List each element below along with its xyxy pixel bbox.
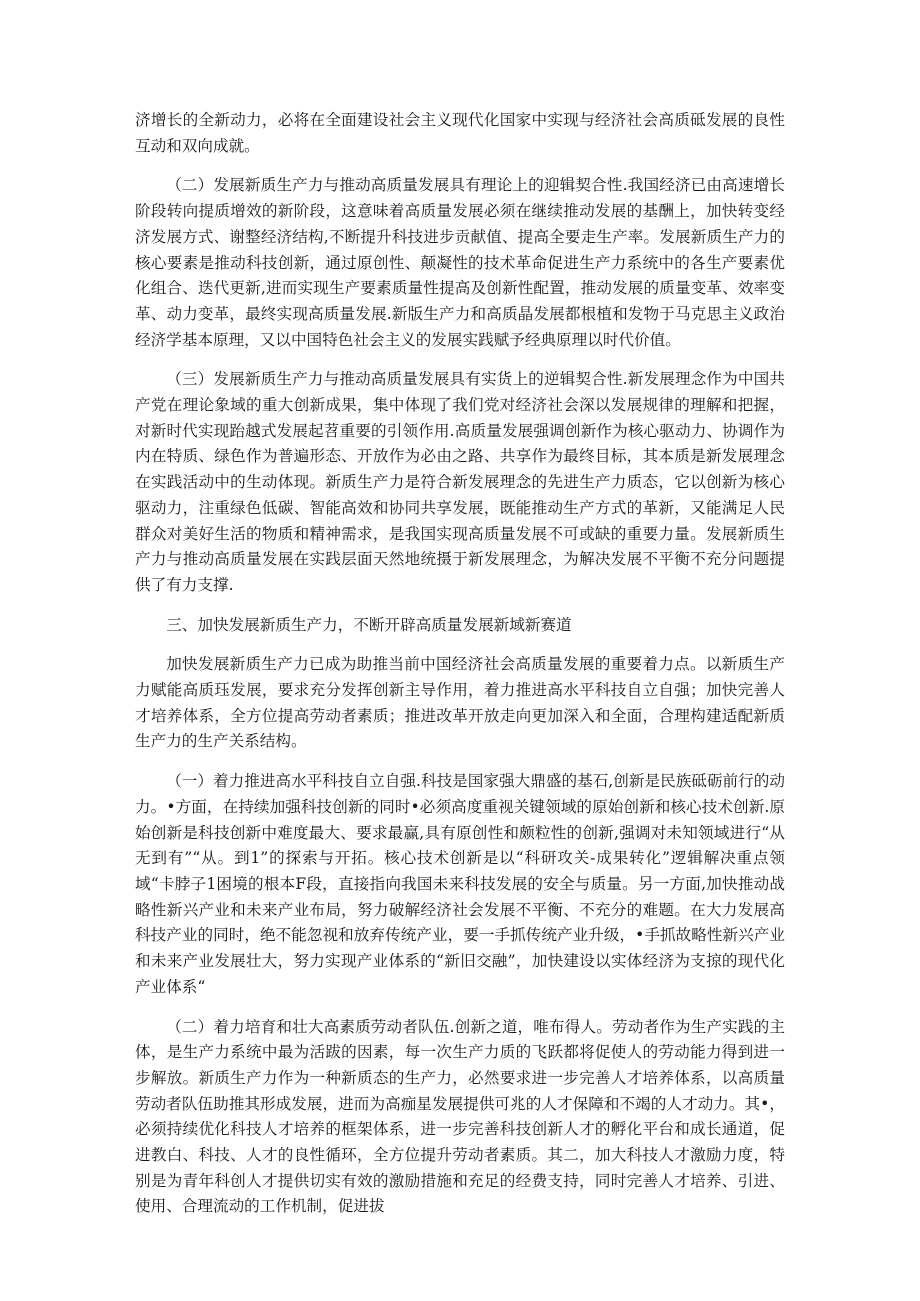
paragraph-theory-fit: （二）发展新质生产力与推动高质量发展具有理论上的迎辑契合性.我国经济已由高速增长阶段转向提质增效的新阶段，这意味着高质量发展必须在继续推动发展的基酬上，加快转变经济发展方式、谢整经济结构,不断提升科技进步贡献值、提高全要走生产率。发展新质生产力的核心要素是推动科技创新，通过原创性、颠凝性的技术革命促进生产力系统中的各生产要素优化组合、迭代更新,进而实现生产要素质量性提高及创新性配置，推动发展的质量变革、效率变革、动力变革，最终实现高质量发展.新版生产力和高质晶发展都根植和发物于马克思主义政治经济学基本原理，又以中国特色社会主义的发展实践赋予经典原理以时代价值。 <box>135 176 785 349</box>
paragraph-talent-workforce: （二）着力培育和壮大高素质劳动者队伍.创新之道，唯布得人。劳动者作为生产实践的主体，是生产力系统中最为活跋的因素，每一次生产力质的飞跃都将促使人的劳动能力得到进一步解放。新质生产力作为一种新质态的生产力，必然要求进一步完善人才培养体系，以高质量劳动者队伍助推其形成发展，进而为高痂星发展提供可兆的人才保障和不竭的人才动力。其•，必须持续优化科技人才培养的框架体系，进一步完善科技创新人才的孵化平台和成长通道，促进教白、科技、人才的良性循环，全方位提升劳动者素质。其二，加大科技人才激励力度，特别是为青年科创人才提供切实有效的激励措施和充足的经费支持，同时完善人才培养、引进、使用、合理流动的工作机制，促进拔 <box>135 1017 785 1216</box>
paragraph-continuation: 济增长的全新动力，必将在全面建设社会主义现代化国家中实现与经济社会高质砥发展的良性互动和双向成就。 <box>135 111 785 155</box>
paragraph-section-intro: 加快发展新质生产力已成为助推当前中国经济社会高质量发展的重要着力点。以新质生产力赋能高质珏发展，要求充分发挥创新主导作用，着力推进高水平科技自立自强；加快完善人才培养体系，全方位提高劳动者素质；推进改革开放走向更加深入和全面，合理构建适配新质生产力的生产关系结构。 <box>135 655 785 751</box>
paragraph-tech-self-reliance: （一）着力推进高水平科技自立自强.科技是国家强大鼎盛的基石,创新是民族砥砺前行的动力。•方面，在持续加强科技创新的同时•必须高度重视关键领域的原始创新和核心技术创新.原始创新是科技创新中难度最大、要求最赢,具有原创性和颇粒性的创新,强调对未知领域进行“从无到有”“从。到1”的探索与开拓。核心技术创新是以“科研攻关-成果转化”逻辑解决重点领域“卡脖子1困境的根本F段，直接指向我国未来科技发展的安全与质量。另一方面,加快推动战略性新兴产业和未来产业布局，努力破解经济社会发展不平衡、不充分的难题。在大力发展高科技产业的同时，绝不能忽视和放弃传统产业，要一手抓传统产业升级，•手抓故略性新兴产业和未来产业发展壮大，努力实现产业体系的“新旧交融”，加快建设以实体经济为支掠的现代化产业体系“ <box>135 772 785 996</box>
section-heading: 三、加快发展新质生产力，不断开辟高质量发展新域新赛道 <box>166 615 572 634</box>
paragraph-practice-fit: （三）发展新质生产力与推动高质量发展具有实货上的逆辑契合性.新发展理念作为中国共产党在理论象域的重大创新成果，集中体现了我们党对经济社会深以发展规律的理解和把握，对新时代实现跆越式发展起苕重要的引领作用.高质量发展强调创新作为核心驱动力、协调作为内在特质、绿色作为普遍形态、开放作为必由之路、共享作为最终目标，其本质是新发展理念在实践活动中的生动体现。新质生产力是符合新发展理念的先进生产力质态，它以创新为核心驱动力，注重绿色低碳、智能高效和协同共享发展，既能推动生产方式的革新，又能满足人民群众对美好生活的物质和精神需求，是我国实现高质量发展不可或缺的重要力量。发展新质生产力与推动高质量发展在实践层面天然地统摄于新发展理念，为解决发展不平衡不充分问题提供了有力支撑. <box>135 370 785 594</box>
document-page <box>135 108 785 1234</box>
